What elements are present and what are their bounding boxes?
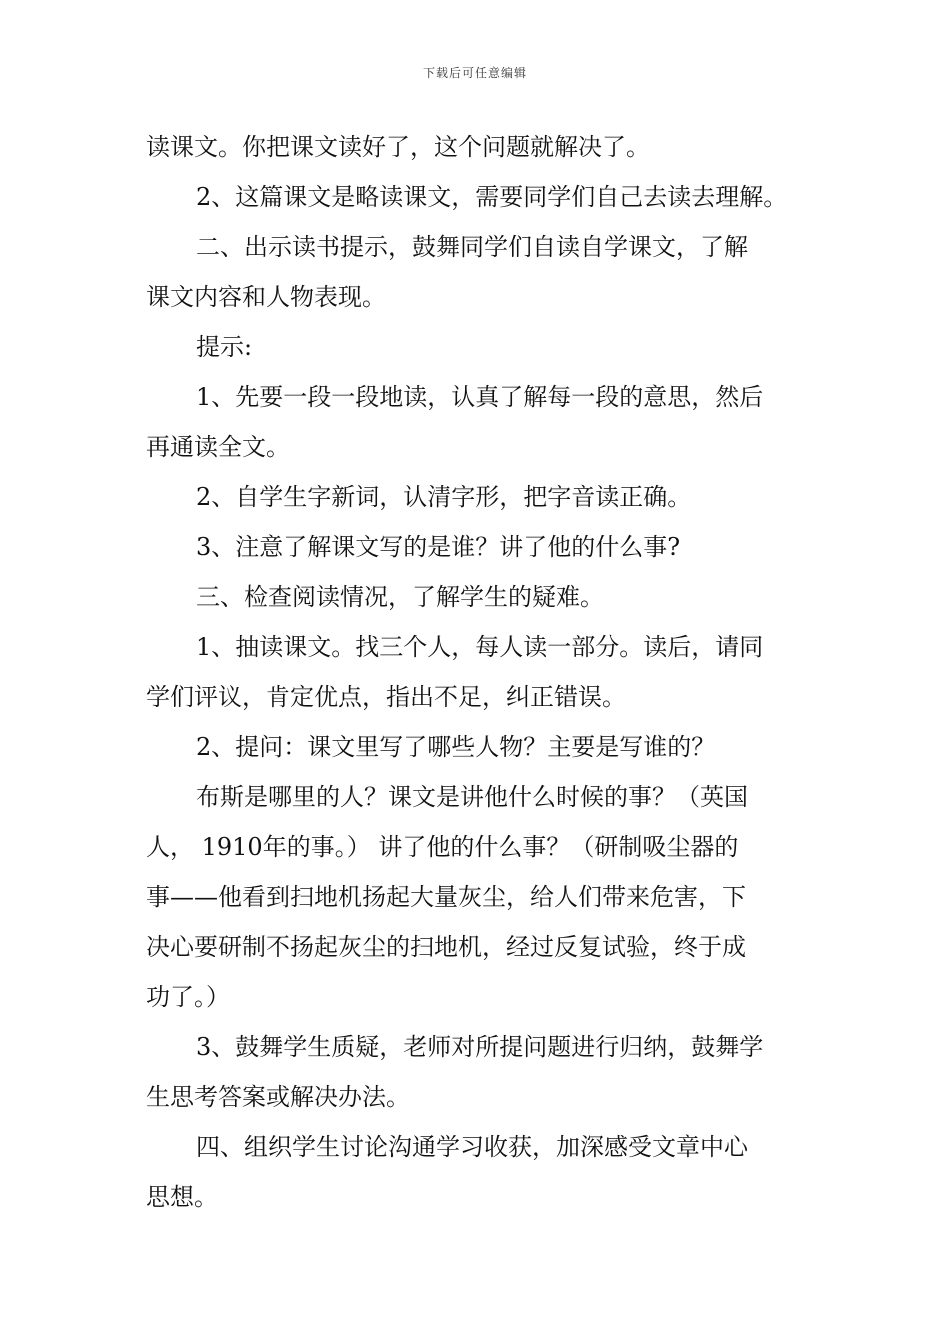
text-line: 1、抽读课文。找三个人，每人读一部分。读后，请同 — [196, 633, 764, 661]
text-line: 二、出示读书提示，鼓舞同学们自读自学课文，了解 — [196, 233, 748, 261]
text-line: 生思考答案或解决办法。 — [146, 1083, 410, 1111]
text-line: 功了。） — [146, 983, 230, 1011]
text-line: 思想。 — [146, 1183, 218, 1211]
text-line: 再通读全文。 — [146, 433, 290, 461]
text-line: 课文内容和人物表现。 — [146, 283, 386, 311]
text-line: 1、先要一段一段地读，认真了解每一段的意思，然后 — [196, 383, 764, 411]
document-body — [146, 122, 808, 1222]
text-line: 决心要研制不扬起灰尘的扫地机，经过反复试验，终于成 — [146, 933, 746, 961]
text-line: 提示: — [196, 333, 253, 361]
text-line: 人， 1910年的事。） 讲了他的什么事？（研制吸尘器的 — [146, 833, 739, 861]
text-line: 3、注意了解课文写的是谁？讲了他的什么事? — [196, 533, 681, 561]
text-line: 3、鼓舞学生质疑，老师对所提问题进行归纳，鼓舞学 — [196, 1033, 764, 1061]
text-line: 2、自学生字新词，认清字形，把字音读正确。 — [196, 483, 692, 511]
text-line: 事——他看到扫地机扬起大量灰尘，给人们带来危害，下 — [146, 883, 746, 911]
text-line: 布斯是哪里的人？课文是讲他什么时候的事？（英国 — [196, 783, 748, 811]
text-line: 四、组织学生讨论沟通学习收获，加深感受文章中心 — [196, 1133, 748, 1161]
text-line: 2、提问：课文里写了哪些人物？主要是写谁的？ — [196, 733, 716, 761]
text-line: 学们评议，肯定优点，指出不足，纠正错误。 — [146, 683, 626, 711]
text-line: 读课文。你把课文读好了，这个问题就解决了。 — [146, 133, 650, 161]
text-line: 三、检查阅读情况，了解学生的疑难。 — [196, 583, 604, 611]
page-header: 下载后可任意编辑 — [422, 66, 527, 80]
text-line: 2、这篇课文是略读课文，需要同学们自己去读去理解。 — [196, 183, 788, 211]
